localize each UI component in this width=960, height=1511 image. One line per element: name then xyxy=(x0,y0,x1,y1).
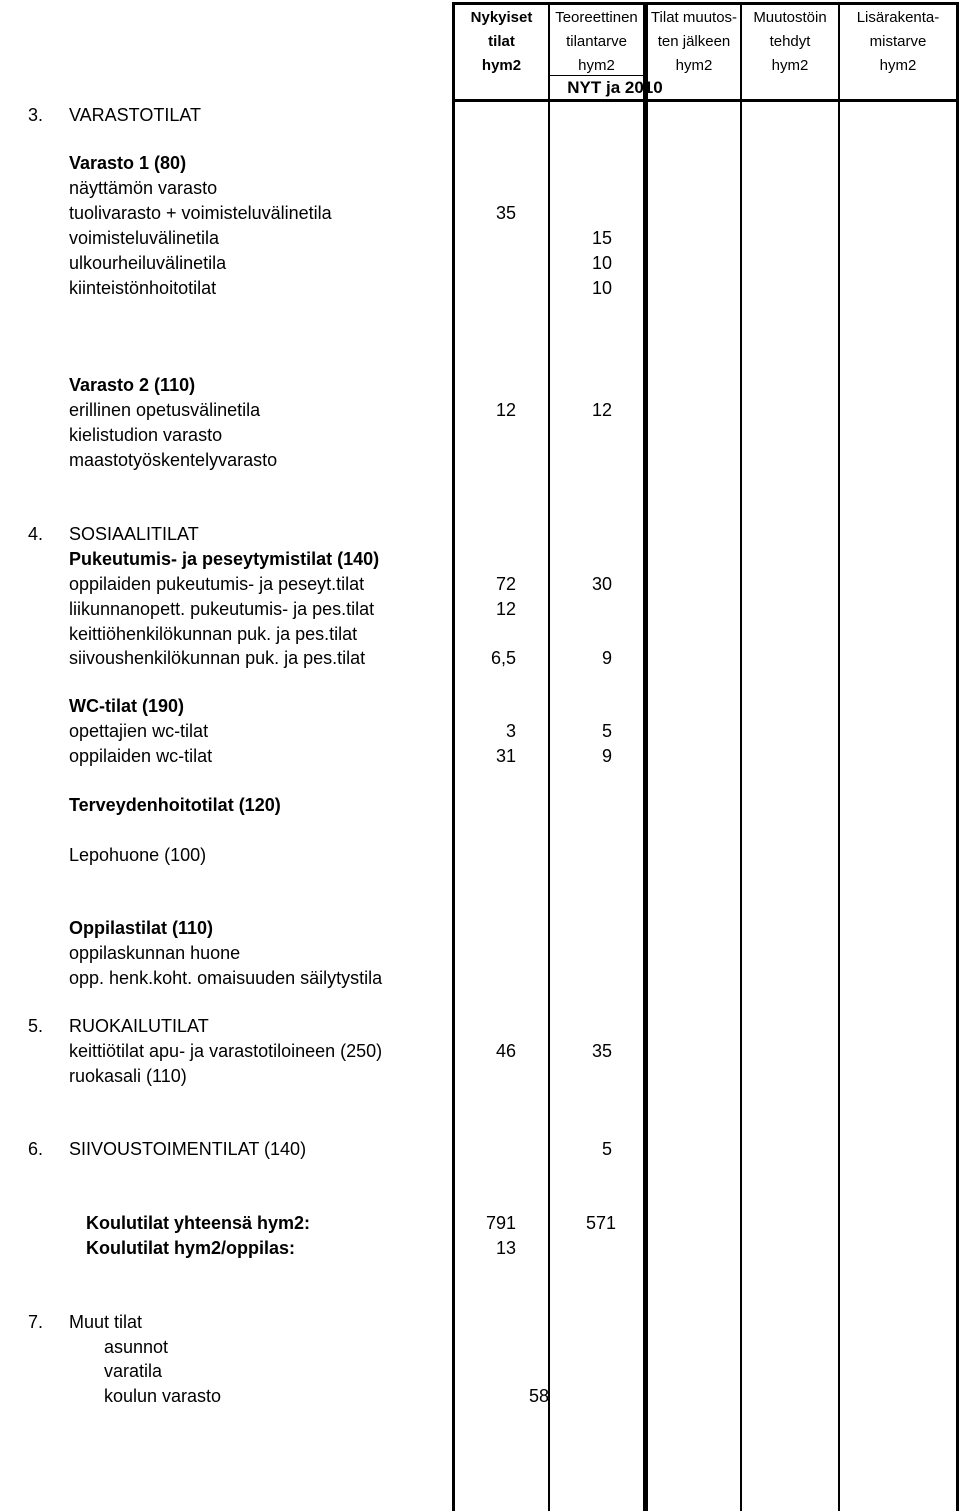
header-nyt-label: NYT ja 2010 xyxy=(567,78,663,97)
row-label: oppilaiden pukeutumis- ja peseyt.tilat xyxy=(69,574,365,594)
section-title: RUOKAILUTILAT xyxy=(69,1016,209,1036)
table-row xyxy=(0,622,960,647)
table-row xyxy=(0,423,960,448)
section-title: Muut tilat xyxy=(69,1312,143,1332)
row-label: WC-tilat (190) xyxy=(69,696,185,716)
table-row xyxy=(0,176,960,201)
table-row xyxy=(0,694,960,719)
cell-current: 46 xyxy=(495,1041,516,1061)
cell-current: 3 xyxy=(505,721,516,741)
row-label: kielistudion varasto xyxy=(69,425,223,445)
table-row xyxy=(0,843,960,868)
row-label: ruokasali (110) xyxy=(69,1066,187,1086)
table-row xyxy=(0,744,960,769)
row-label: kiinteistönhoitotilat xyxy=(69,278,217,298)
table-row xyxy=(0,276,960,301)
table-row xyxy=(0,1335,960,1360)
total-current: 13 xyxy=(495,1238,516,1258)
section-row xyxy=(0,1310,960,1335)
table-row xyxy=(0,151,960,176)
header-col-1: Nykyiset tilat hym2 xyxy=(470,9,533,74)
total-row xyxy=(0,1236,960,1261)
table-row xyxy=(0,226,960,251)
table-row xyxy=(0,719,960,744)
row-label: koulun varasto xyxy=(104,1386,222,1406)
table-row xyxy=(0,916,960,941)
row-label: Oppilastilat (110) xyxy=(69,918,214,938)
header-box-bottom xyxy=(452,99,958,102)
table-row xyxy=(0,1359,960,1384)
cell-current: 72 xyxy=(495,574,516,594)
table-row xyxy=(0,793,960,818)
header-col-3: Tilat muutos- ten jälkeen hym2 xyxy=(650,9,738,74)
cell-current: 12 xyxy=(495,400,516,420)
section-row xyxy=(0,1137,960,1162)
section-number: 4. xyxy=(28,524,44,544)
row-label: opp. henk.koht. omaisuuden säilytystila xyxy=(69,968,383,988)
row-label: asunnot xyxy=(104,1337,169,1357)
row-label: oppilaiden wc-tilat xyxy=(69,746,213,766)
cell-theoretical: 10 xyxy=(591,253,612,273)
row-label: varatila xyxy=(104,1361,163,1381)
table-row xyxy=(0,547,960,572)
cell-theoretical: 9 xyxy=(601,648,612,668)
total-current: 791 xyxy=(485,1213,516,1233)
table-row xyxy=(0,1064,960,1089)
row-label: erillinen opetusvälinetila xyxy=(69,400,261,420)
cell-current: 12 xyxy=(495,599,516,619)
table-row xyxy=(0,201,960,226)
cell-theoretical: 12 xyxy=(591,400,612,420)
header-col-5: Lisärakenta- mistarve hym2 xyxy=(856,9,940,74)
row-label: voimisteluvälinetila xyxy=(69,228,220,248)
table-row xyxy=(0,1384,960,1409)
section-number: 7. xyxy=(28,1312,44,1332)
table-row xyxy=(0,251,960,276)
cell-theoretical: 10 xyxy=(591,278,612,298)
cell-theoretical: 15 xyxy=(591,228,612,248)
total-label: Koulutilat hym2/oppilas: xyxy=(86,1238,296,1258)
table-row xyxy=(0,572,960,597)
cell-theoretical: 9 xyxy=(601,746,612,766)
section-row xyxy=(0,522,960,547)
row-label: siivoushenkilökunnan puk. ja pes.tilat xyxy=(69,648,366,668)
section-number: 5. xyxy=(28,1016,44,1036)
row-label: maastotyöskentelyvarasto xyxy=(69,450,278,470)
cell-current: 6,5 xyxy=(490,648,516,668)
table-row xyxy=(0,398,960,423)
row-label: liikunnanopett. pukeutumis- ja pes.tilat xyxy=(69,599,375,619)
cell-theoretical: 35 xyxy=(591,1041,612,1061)
cell-theoretical: 5 xyxy=(601,1139,612,1159)
row-label: opettajien wc-tilat xyxy=(69,721,209,741)
table-row xyxy=(0,966,960,991)
table-row xyxy=(0,597,960,622)
total-row xyxy=(0,1211,960,1236)
row-label: Varasto 2 (110) xyxy=(69,375,196,395)
row-label: keittiötilat apu- ja varastotiloineen (250) xyxy=(69,1041,383,1061)
section-title: VARASTOTILAT xyxy=(69,105,202,125)
section-title: SIIVOUSTOIMENTILAT (140) xyxy=(69,1139,307,1159)
row-label: keittiöhenkilökunnan puk. ja pes.tilat xyxy=(69,624,358,644)
section-number: 6. xyxy=(28,1139,44,1159)
row-label: näyttämön varasto xyxy=(69,178,218,198)
row-label: Lepohuone (100) xyxy=(69,845,207,865)
total-theoretical: 571 xyxy=(585,1213,616,1233)
row-label: tuolivarasto + voimisteluvälinetila xyxy=(69,203,332,223)
row-label: Pukeutumis- ja peseytymistilat (140) xyxy=(69,549,380,569)
cell-current: 58 xyxy=(528,1386,549,1406)
table-row xyxy=(0,1039,960,1064)
row-label: Terveydenhoitotilat (120) xyxy=(69,795,281,815)
section-row xyxy=(0,103,960,128)
total-label: Koulutilat yhteensä hym2: xyxy=(86,1213,311,1233)
row-label: oppilaskunnan huone xyxy=(69,943,241,963)
table-row xyxy=(0,448,960,473)
table-row xyxy=(0,941,960,966)
cell-current: 31 xyxy=(495,746,516,766)
cell-theoretical: 30 xyxy=(591,574,612,594)
cell-theoretical: 5 xyxy=(601,721,612,741)
table-row xyxy=(0,373,960,398)
row-label: ulkourheiluvälinetila xyxy=(69,253,227,273)
section-title: SOSIAALITILAT xyxy=(69,524,199,544)
section-number: 3. xyxy=(28,105,44,125)
table-row xyxy=(0,646,960,671)
cell-current: 35 xyxy=(495,203,516,223)
section-row xyxy=(0,1014,960,1039)
header-col-4: Muutostöin tehdyt hym2 xyxy=(753,9,827,74)
header-box-top xyxy=(452,2,958,5)
row-label: Varasto 1 (80) xyxy=(69,153,187,173)
header-col-2: Teoreettinen tilantarve hym2 xyxy=(555,9,638,74)
